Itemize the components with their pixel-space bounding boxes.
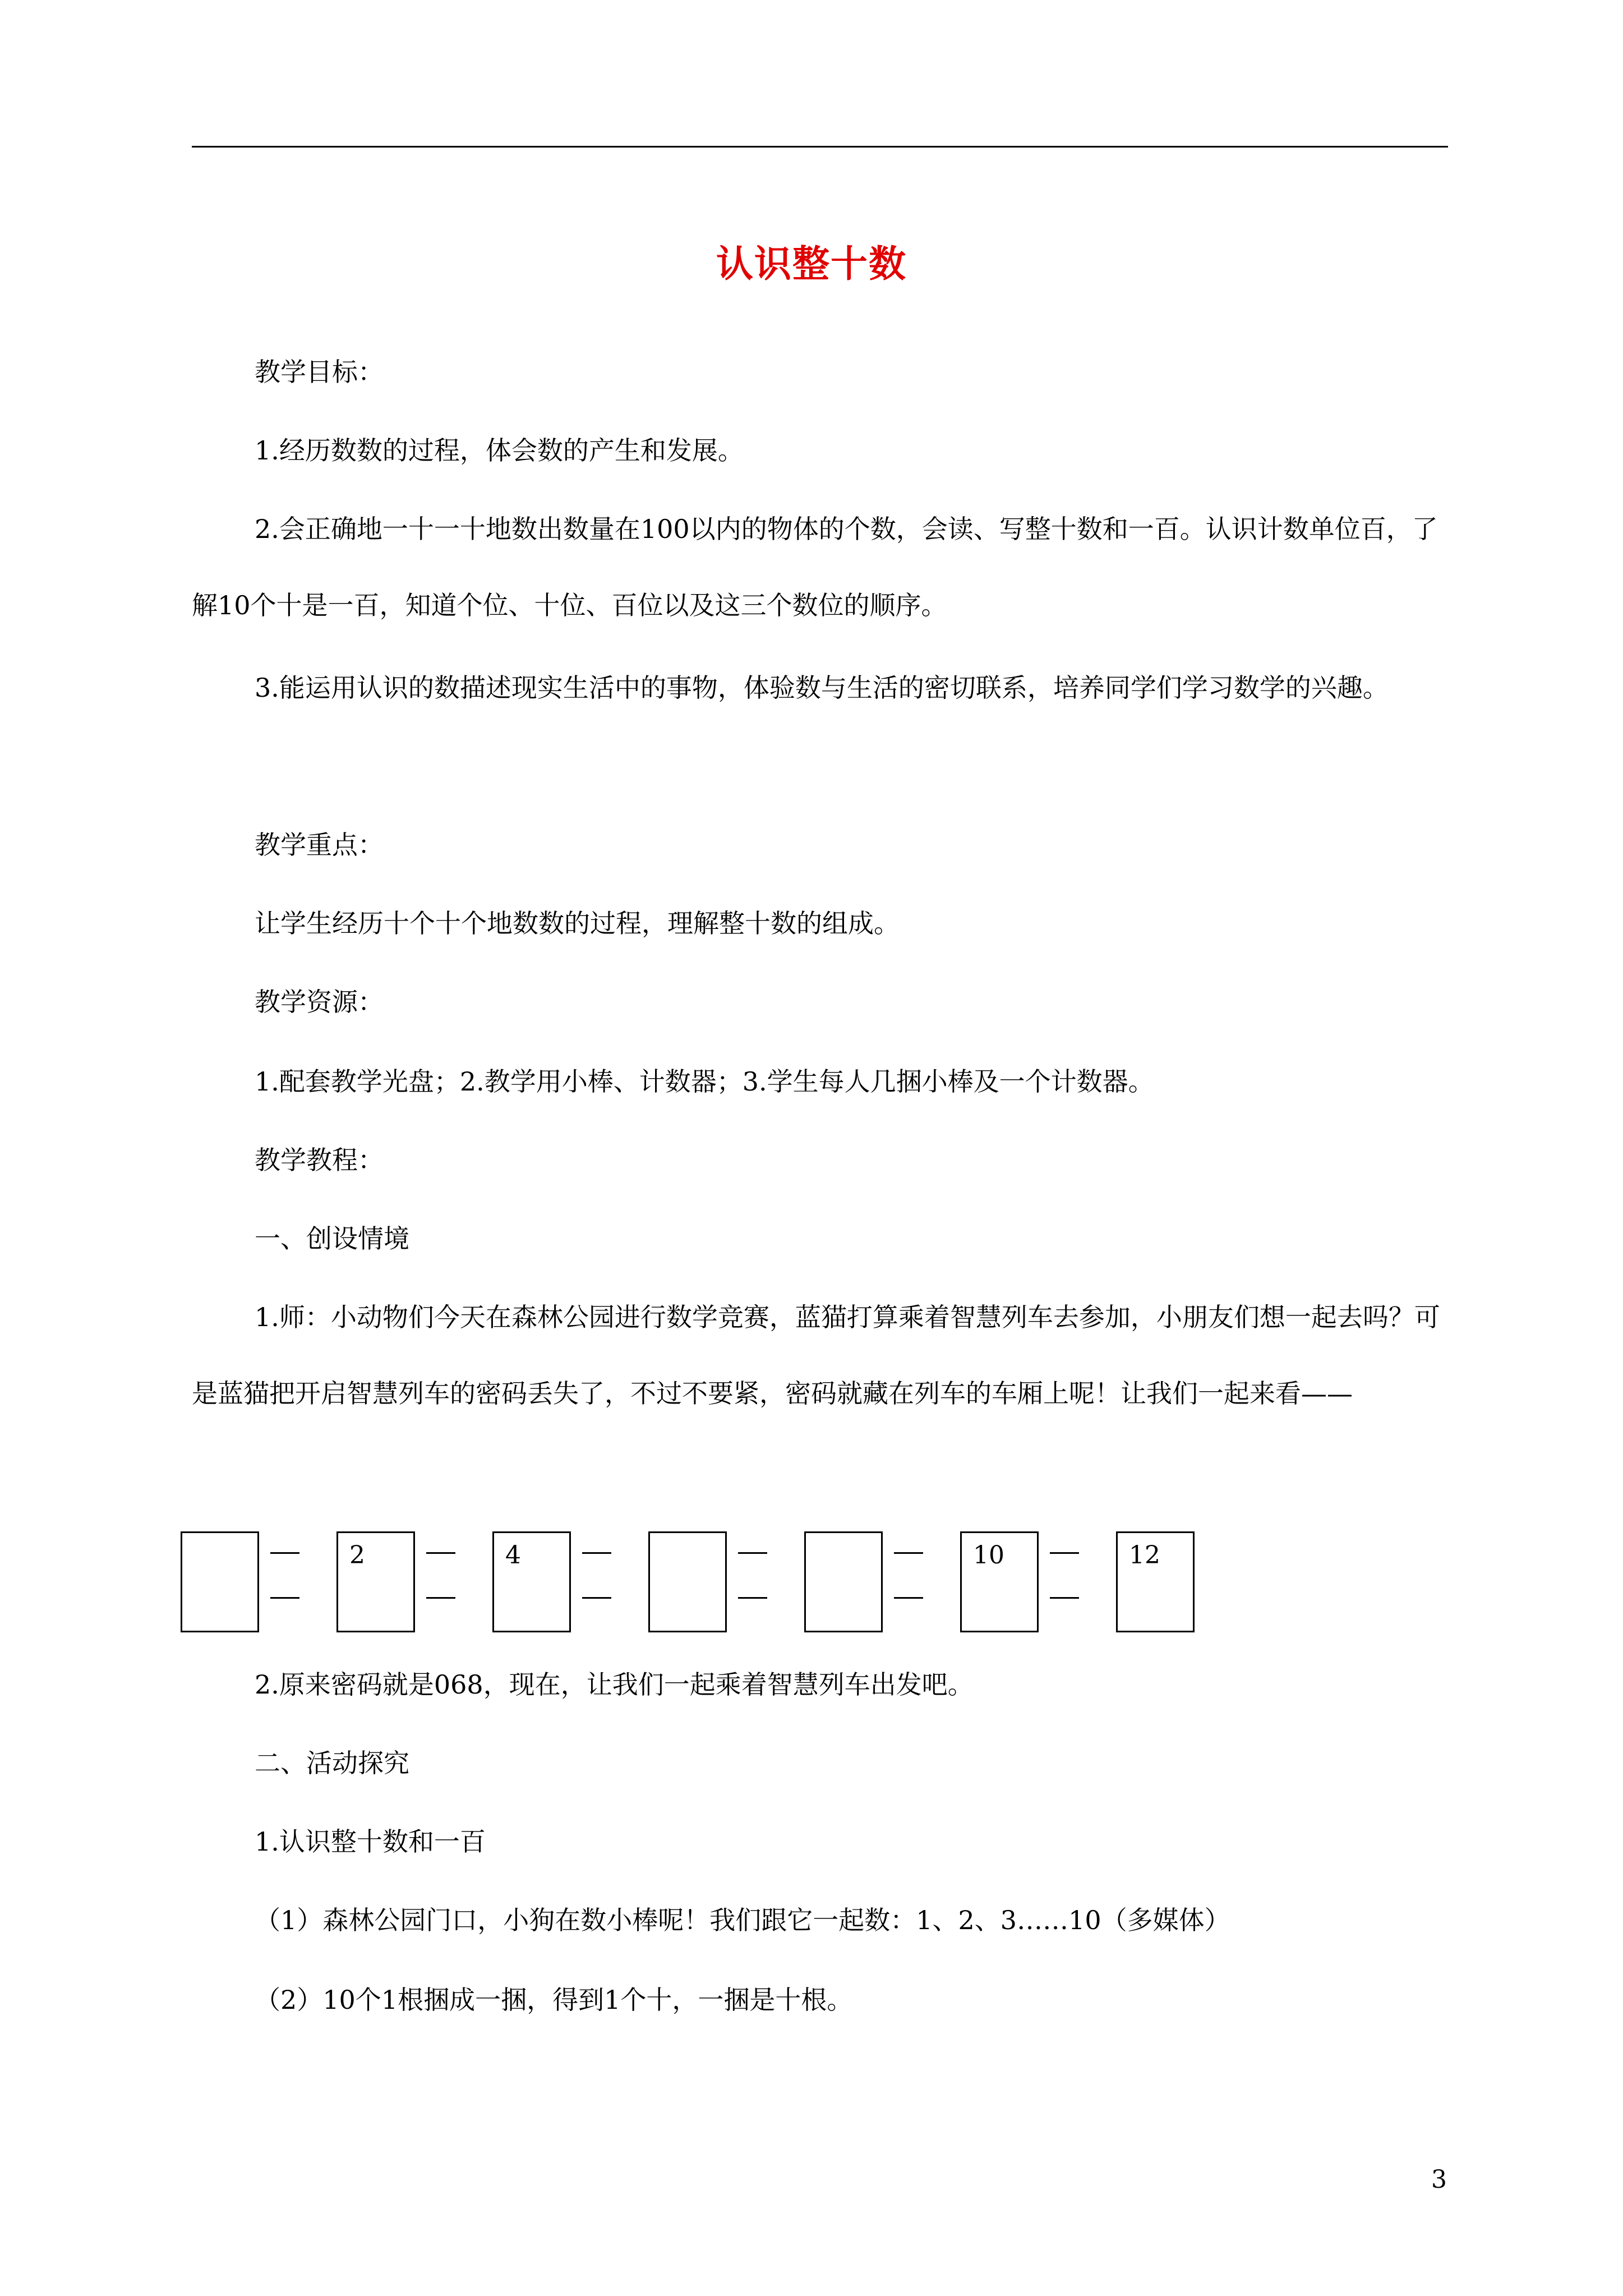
train-car: 2 <box>336 1531 415 1632</box>
part-one-heading: 一、创设情境 <box>255 1223 409 1254</box>
intro-paragraph: 1.师：小动物们今天在森林公园进行数学竞赛，蓝猫打算乘着智慧列车去参加，小朋友们想一起去吗？可是蓝猫把开启智慧列车的密码丢失了，不过不要紧，密码就藏在列车的车厢上呢！让我们一起来看—— <box>192 1302 1440 1409</box>
connector-dash <box>738 1597 767 1599</box>
train-car <box>648 1531 727 1632</box>
activity-step-1: （1）森林公园门口，小狗在数小棒呢！我们跟它一起数：1、2、3……10（多媒体） <box>255 1905 1230 1935</box>
train-car <box>804 1531 883 1632</box>
connector-dash <box>582 1597 611 1599</box>
objective-1: 1.经历数数的过程，体会数的产生和发展。 <box>255 435 744 466</box>
section-heading-process: 教学教程： <box>255 1145 384 1175</box>
objective-3: 3.能运用认识的数描述现实生活中的事物，体验数与生活的密切联系，培养同学们学习数学的兴趣。 <box>255 673 1389 703</box>
connector-dash <box>582 1552 611 1554</box>
connector-dash <box>1050 1597 1079 1599</box>
key-point-text: 让学生经历十个十个地数数的过程，理解整十数的组成。 <box>255 908 900 938</box>
connector-dash <box>1050 1552 1079 1554</box>
train-car <box>181 1531 259 1632</box>
connector-dash <box>270 1552 299 1554</box>
section-heading-objectives: 教学目标： <box>255 357 384 387</box>
train-car: 4 <box>492 1531 571 1632</box>
resources-text: 1.配套教学光盘；2.教学用小棒、计数器；3.学生每人几捆小棒及一个计数器。 <box>255 1066 1154 1097</box>
section-heading-key-points: 教学重点： <box>255 830 384 860</box>
password-paragraph: 2.原来密码就是068，现在，让我们一起乘着智慧列车出发吧。 <box>255 1669 974 1700</box>
header-rule <box>192 146 1448 148</box>
connector-dash <box>426 1552 455 1554</box>
train-car: 10 <box>960 1531 1039 1632</box>
page-number: 3 <box>1431 2165 1447 2194</box>
part-two-heading: 二、活动探究 <box>255 1748 409 1778</box>
connector-dash <box>894 1597 923 1599</box>
document-title: 认识整十数 <box>716 242 907 286</box>
connector-dash <box>426 1597 455 1599</box>
activity-step-2: （2）10个1根捆成一捆，得到1个十，一捆是十根。 <box>255 1985 853 2015</box>
subsection-heading: 1.认识整十数和一百 <box>255 1826 486 1857</box>
objective-2: 2.会正确地一十一十地数出数量在100以内的物体的个数，会读、写整十数和一百。认识计数单位百，了解10个十是一百，知道个位、十位、百位以及这三个数位的顺序。 <box>192 514 1438 620</box>
connector-dash <box>738 1552 767 1554</box>
connector-dash <box>270 1597 299 1599</box>
section-heading-resources: 教学资源： <box>255 987 384 1017</box>
connector-dash <box>894 1552 923 1554</box>
train-car: 12 <box>1116 1531 1195 1632</box>
